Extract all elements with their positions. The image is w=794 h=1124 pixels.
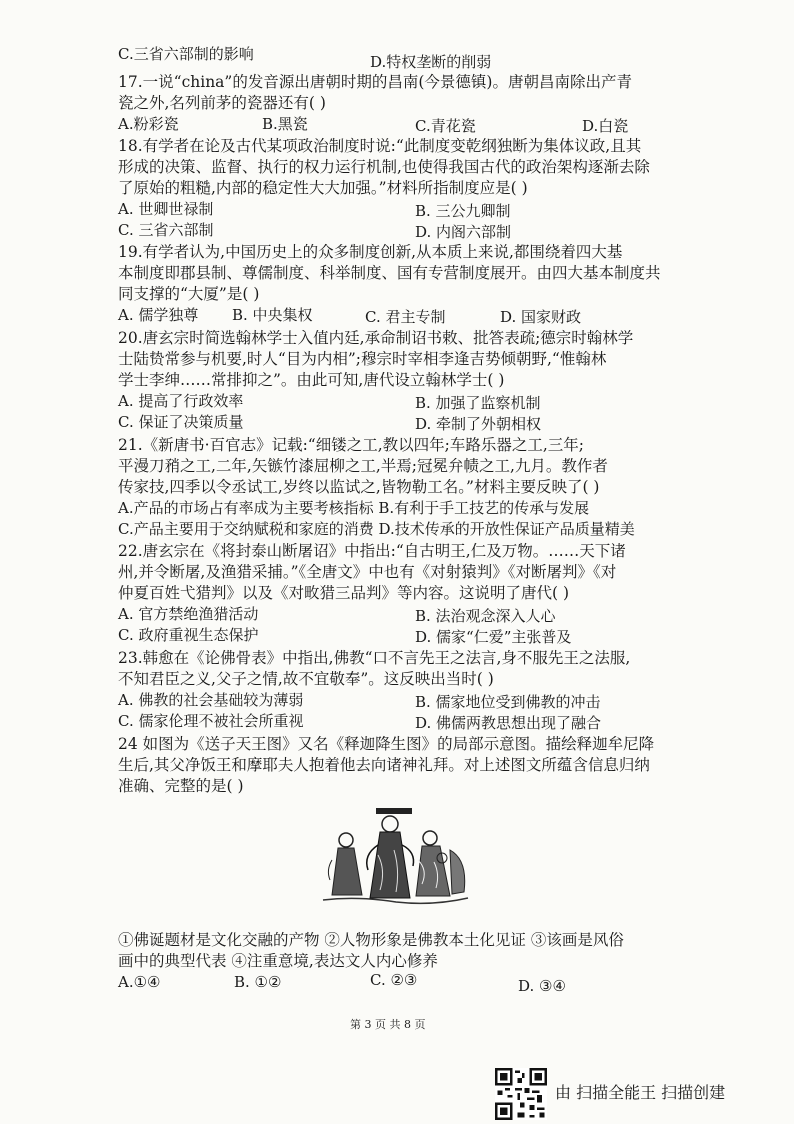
q17-line-1: 17.一说“china”的发音源出唐朝时期的昌南(今景德镇)。唐朝昌南除出产青 (118, 73, 632, 91)
q23-option-d: D. 佛儒两教思想出现了融合 (415, 714, 602, 732)
q18-option-d: D. 内阁六部制 (415, 223, 512, 241)
q23-option-a: A. 佛教的社会基础较为薄弱 (118, 691, 304, 709)
q20-line-2: 士陆贽常参与机要,时人“目为内相”;穆宗时宰相李逢吉势倾朝野,“惟翰林 (118, 350, 607, 368)
q19-option-a: A. 儒学独尊 (118, 306, 199, 324)
q22-line-1: 22.唐玄宗在《将封泰山断屠诏》中指出:“自古明王,仁及万物。……天下诸 (118, 542, 626, 560)
q20-option-b: B. 加强了监察机制 (415, 394, 541, 412)
q19-line-2: 本制度即郡县制、尊儒制度、科举制度、国有专营制度展开。由四大基本制度共 (118, 264, 661, 282)
q19-line-3: 同支撑的“大厦”是( ) (118, 285, 260, 303)
q17-option-d: D.白瓷 (582, 117, 629, 135)
q20-option-a: A. 提高了行政效率 (118, 392, 244, 410)
q18-line-2: 形成的决策、监督、执行的权力运行机制,也使得我国古代的政治架构逐渐去除 (118, 158, 650, 176)
q19-option-b: B. 中央集权 (232, 306, 313, 324)
q19-option-c: C. 君主专制 (365, 308, 446, 326)
q22-option-a: A. 官方禁绝渔猎活动 (118, 605, 259, 623)
q23-option-b: B. 儒家地位受到佛教的冲击 (415, 693, 601, 711)
q22-option-c: C. 政府重视生态保护 (118, 626, 259, 644)
q24-line-2: 生后,其父净饭王和摩耶夫人抱着他去向诸神礼拜。对上述图文所蕴含信息归纳 (118, 756, 650, 774)
q22-option-b: B. 法治观念深入人心 (415, 607, 556, 625)
q17-option-b: B.黑瓷 (262, 115, 308, 133)
q18-option-a: A. 世卿世禄制 (118, 200, 214, 218)
qr-code-icon (495, 1068, 547, 1120)
q20-option-c: C. 保证了决策质量 (118, 413, 244, 431)
q21-line-2: 平漫刀矟之工,二年,矢镞竹漆屈柳之工,半焉;冠冕弁帻之工,九月。教作者 (118, 457, 608, 475)
q17-line-2: 瓷之外,名列前茅的瓷器还有( ) (118, 94, 326, 112)
q16-option-c: C.三省六部制的影响 (118, 45, 254, 63)
painting-illustration (318, 800, 474, 910)
q16-option-d: D.特权垄断的削弱 (370, 53, 492, 71)
q18-line-3: 了原始的粗糙,内部的稳定性大大加强。”材料所指制度应是( ) (118, 179, 528, 197)
page-footer: 第 3 页 共 8 页 (350, 1018, 426, 1031)
q24-option-d: D. ③④ (518, 977, 566, 995)
scanner-watermark: 由 扫描全能王 扫描创建 (555, 1083, 726, 1102)
q24-option-c: C. ②③ (370, 971, 418, 989)
q20-line-1: 20.唐玄宗时简选翰林学士入值内廷,承命制诏书敕、批答表疏;德宗时翰林学 (118, 329, 634, 347)
q21-option-ab: A.产品的市场占有率成为主要考核指标 B.有利于手工技艺的传承与发展 (118, 499, 590, 517)
q24-option-a: A.①④ (118, 973, 161, 991)
q19-line-1: 19.有学者认为,中国历史上的众多制度创新,从本质上来说,都围绕着四大基 (118, 243, 623, 261)
q22-option-d: D. 儒家“仁爱”主张普及 (415, 628, 572, 646)
q24-statements-line-1: ①佛诞题材是文化交融的产物 ②人物形象是佛教本土化见证 ③该画是风俗 (118, 931, 624, 949)
q21-option-cd: C.产品主要用于交纳赋税和家庭的消费 D.技术传承的开放性保证产品质量精美 (118, 520, 635, 538)
q22-line-3: 仲夏百姓弋猎判》以及《对畋猎三品判》等内容。这说明了唐代( ) (118, 584, 570, 602)
q24-statements-line-2: 画中的典型代表 ④注重意境,表达文人内心修养 (118, 952, 438, 970)
q24-line-3: 准确、完整的是( ) (118, 777, 244, 795)
q24-line-1: 24 如图为《送子天王图》又名《释迦降生图》的局部示意图。描绘释迦牟尼降 (118, 735, 655, 753)
q17-option-c: C.青花瓷 (415, 117, 476, 135)
q21-line-1: 21.《新唐书·百官志》记载:“细镂之工,教以四年;车路乐器之工,三年; (118, 436, 585, 454)
q23-line-1: 23.韩愈在《论佛骨表》中指出,佛教“口不言先王之法言,身不服先王之法服, (118, 649, 631, 667)
q19-option-d: D. 国家财政 (500, 308, 582, 326)
q21-line-3: 传家技,四季以令丞试工,岁终以监试之,皆物勒工名。”材料主要反映了( ) (118, 478, 600, 496)
q20-line-3: 学士李绅……常排抑之”。由此可知,唐代设立翰林学士( ) (118, 371, 505, 389)
q20-option-d: D. 牵制了外朝相权 (415, 415, 542, 433)
q18-option-b: B. 三公九卿制 (415, 202, 511, 220)
q23-option-c: C. 儒家伦理不被社会所重视 (118, 712, 304, 730)
q17-option-a: A.粉彩瓷 (118, 115, 179, 133)
q18-line-1: 18.有学者在论及古代某项政治制度时说:“此制度变乾纲独断为集体议政,且其 (118, 137, 642, 155)
q22-line-2: 州,并令断屠,及渔猎采捕。”《全唐文》中也有《对射猿判》《对断屠判》《对 (118, 563, 617, 581)
q24-option-b: B. ①② (234, 973, 282, 991)
q18-option-c: C. 三省六部制 (118, 221, 214, 239)
q23-line-2: 不知君臣之义,父子之情,故不宜敬奉”。这反映出当时( ) (118, 670, 494, 688)
